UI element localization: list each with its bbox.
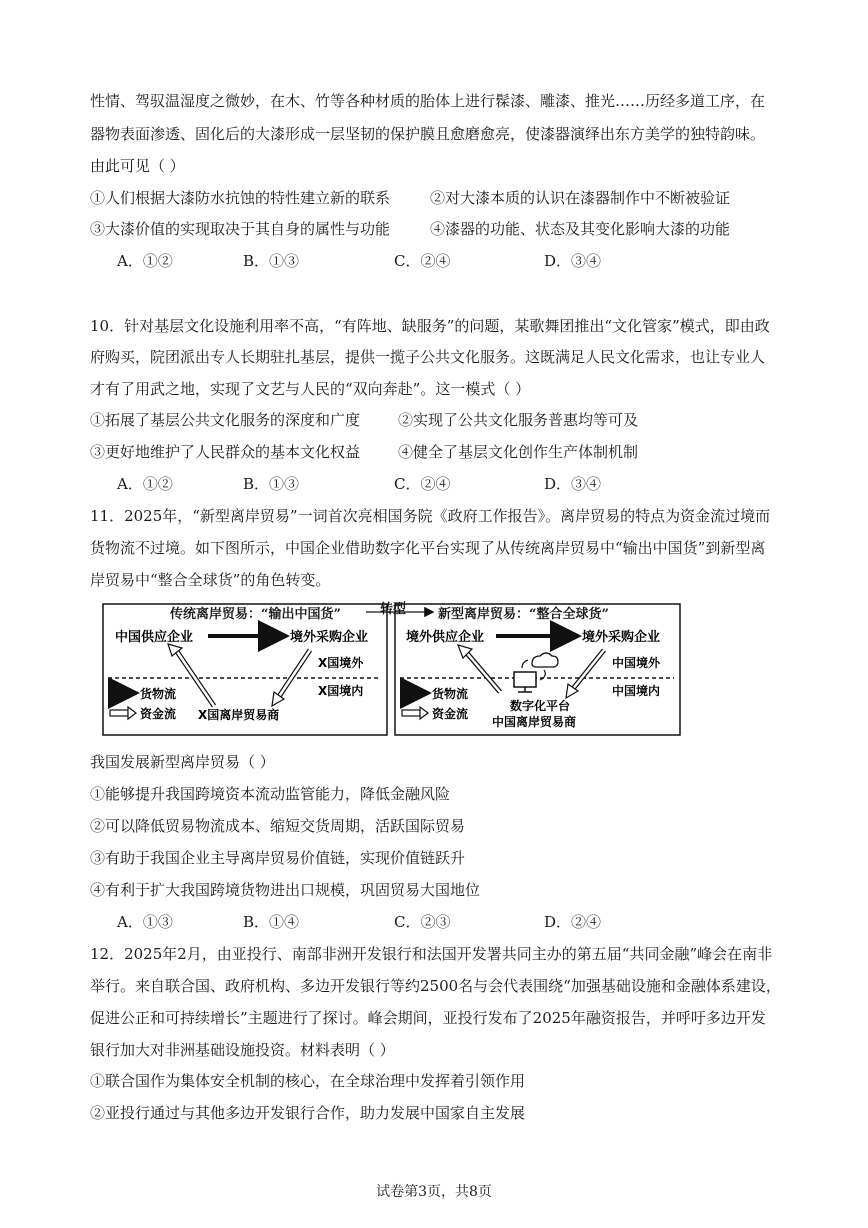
q9-statement-3: ③大漆价值的实现取决于其自身的属性与功能 bbox=[90, 220, 391, 238]
left-outside-label: X国境外 bbox=[318, 656, 364, 670]
right-legend-goods: 货物流 bbox=[432, 687, 469, 701]
right-fund-flow-down-inner bbox=[572, 650, 604, 690]
right-trader: 中国离岸贸易商 bbox=[492, 715, 577, 729]
q9-choice-d: D．③④ bbox=[544, 252, 602, 270]
right-supplier: 境外供应企业 bbox=[406, 630, 485, 645]
left-fund-flow-down-inner bbox=[278, 650, 310, 698]
figure-left-caption: 传统离岸贸易：“输出中国货” bbox=[170, 607, 341, 622]
q11-statement-3: ③有助于我国企业主导离岸贸易价值链，实现价值链跃升 bbox=[90, 849, 466, 867]
right-buyer: 境外采购企业 bbox=[582, 630, 661, 645]
left-trader: X国离岸贸易商 bbox=[198, 708, 280, 722]
q10-line-2: 府购买，院团派出专人长期驻扎基层，提供一揽子公共文化服务。这既满足人民文化需求，也让专业人 bbox=[90, 348, 766, 366]
figure-right-caption: 新型离岸贸易：“整合全球货” bbox=[438, 607, 609, 622]
left-legend-goods: 货物流 bbox=[140, 687, 177, 701]
right-outside-label: 中国境外 bbox=[612, 656, 661, 670]
q12-statement-1: ①联合国作为集体安全机制的核心，在全球治理中发挥着引领作用 bbox=[90, 1072, 526, 1090]
q10-statement-4: ④健全了基层文化创作生产体制机制 bbox=[398, 443, 639, 461]
q11-choice-b: B．①④ bbox=[243, 913, 300, 931]
q11-choice-a: A．①③ bbox=[117, 913, 173, 931]
q11-stem: 我国发展新型离岸贸易（ ） bbox=[90, 753, 275, 771]
q10-statement-3: ③更好地维护了人民群众的基本文化权益 bbox=[90, 443, 361, 461]
q11-line-3: 岸贸易中“整合全球货”的角色转变。 bbox=[90, 571, 331, 589]
q10-choice-a: A．①② bbox=[117, 475, 173, 493]
q11-line-2: 货物流不过境。如下图所示，中国企业借助数字化平台实现了从传统离岸贸易中“输出中国货”到新型离 bbox=[90, 539, 766, 557]
q9-choice-a: A．①② bbox=[117, 252, 173, 270]
q9-statement-4: ④漆器的功能、状态及其变化影响大漆的功能 bbox=[430, 220, 731, 238]
q9-line-3: 由此可见（ ） bbox=[90, 157, 185, 175]
q11-choice-c: C．②③ bbox=[394, 913, 451, 931]
q12-line-3: 促进公正和可持续增长”主题进行了探讨。峰会期间，亚投行发布了2025年融资报告，并呼吁多边开发 bbox=[90, 1009, 766, 1027]
q9-choice-b: B．①③ bbox=[243, 252, 300, 270]
q12-line-1: 12．2025年2月，由亚投行、南部非洲开发银行和法国开发署共同主办的第五届“共同金融”峰会在南非 bbox=[90, 945, 773, 963]
q11-choice-d: D．②④ bbox=[544, 913, 602, 931]
digital-platform-icon bbox=[514, 653, 558, 692]
figure-transform-label: 转型 bbox=[380, 602, 407, 617]
q9-statement-2: ②对大漆本质的认识在漆器制作中不断被验证 bbox=[430, 189, 731, 207]
q10-choice-d: D．③④ bbox=[544, 475, 602, 493]
q11-statement-4: ④有利于扩大我国跨境货物进出口规模，巩固贸易大国地位 bbox=[90, 881, 481, 899]
q9-line-2: 器物表面渗透、固化后的大漆形成一层坚韧的保护膜且愈磨愈亮，使漆器演绎出东方美学的独特韵味。 bbox=[90, 125, 766, 143]
left-legend-funds: 资金流 bbox=[140, 707, 177, 721]
page-footer: 试卷第3页，共8页 bbox=[376, 1184, 492, 1200]
right-legend-funds: 资金流 bbox=[432, 707, 469, 721]
q10-line-1: 10．针对基层文化设施利用率不高，“有阵地、缺服务”的问题，某歌舞团推出“文化管家”模式，即由政 bbox=[90, 317, 770, 335]
right-legend-funds-arrow bbox=[402, 710, 420, 716]
q10-choice-c: C．②④ bbox=[394, 475, 451, 493]
q9-statement-1: ①人们根据大漆防水抗蚀的特性建立新的联系 bbox=[90, 189, 391, 207]
left-supplier: 中国供应企业 bbox=[115, 630, 194, 645]
q10-line-3: 才有了用武之地，实现了文艺与人民的“双向奔赴”。这一模式（ ） bbox=[90, 380, 531, 398]
left-inside-label: X国境内 bbox=[318, 684, 364, 698]
q12-line-4: 银行加大对非洲基础设施投资。材料表明（ ） bbox=[90, 1041, 395, 1059]
q12-line-2: 举行。来自联合国、政府机构、多边开发银行等约2500名与会代表围绕“加强基础设施和金融体系建设， bbox=[90, 977, 781, 995]
left-buyer: 境外采购企业 bbox=[290, 630, 369, 645]
q11-statement-1: ①能够提升我国跨境资本流动监管能力，降低金融风险 bbox=[90, 785, 451, 803]
right-fund-flow-up-inner bbox=[466, 652, 500, 692]
q12-statement-2: ②亚投行通过与其他多边开发银行合作，助力发展中国家自主发展 bbox=[90, 1104, 526, 1122]
left-legend-funds-arrow bbox=[110, 710, 128, 716]
right-platform: 数字化平台 bbox=[510, 699, 571, 713]
q11-statement-2: ②可以降低贸易物流成本、缩短交货周期，活跃国际贸易 bbox=[90, 817, 466, 835]
q11-line-1: 11．2025年，“新型离岸贸易”一词首次亮相国务院《政府工作报告》。离岸贸易的特点为资金流过境而 bbox=[90, 507, 771, 525]
q10-statement-2: ②实现了公共文化服务普惠均等可及 bbox=[398, 411, 639, 429]
q9-line-1: 性情、驾驭温湿度之微妙，在木、竹等各种材质的胎体上进行髹漆、雕漆、推光……历经多道工序，在 bbox=[90, 92, 766, 110]
right-inside-label: 中国境内 bbox=[612, 684, 661, 698]
q10-choice-b: B．①③ bbox=[243, 475, 300, 493]
q10-statement-1: ①拓展了基层公共文化服务的深度和广度 bbox=[90, 411, 361, 429]
q9-choice-c: C．②④ bbox=[394, 252, 451, 270]
